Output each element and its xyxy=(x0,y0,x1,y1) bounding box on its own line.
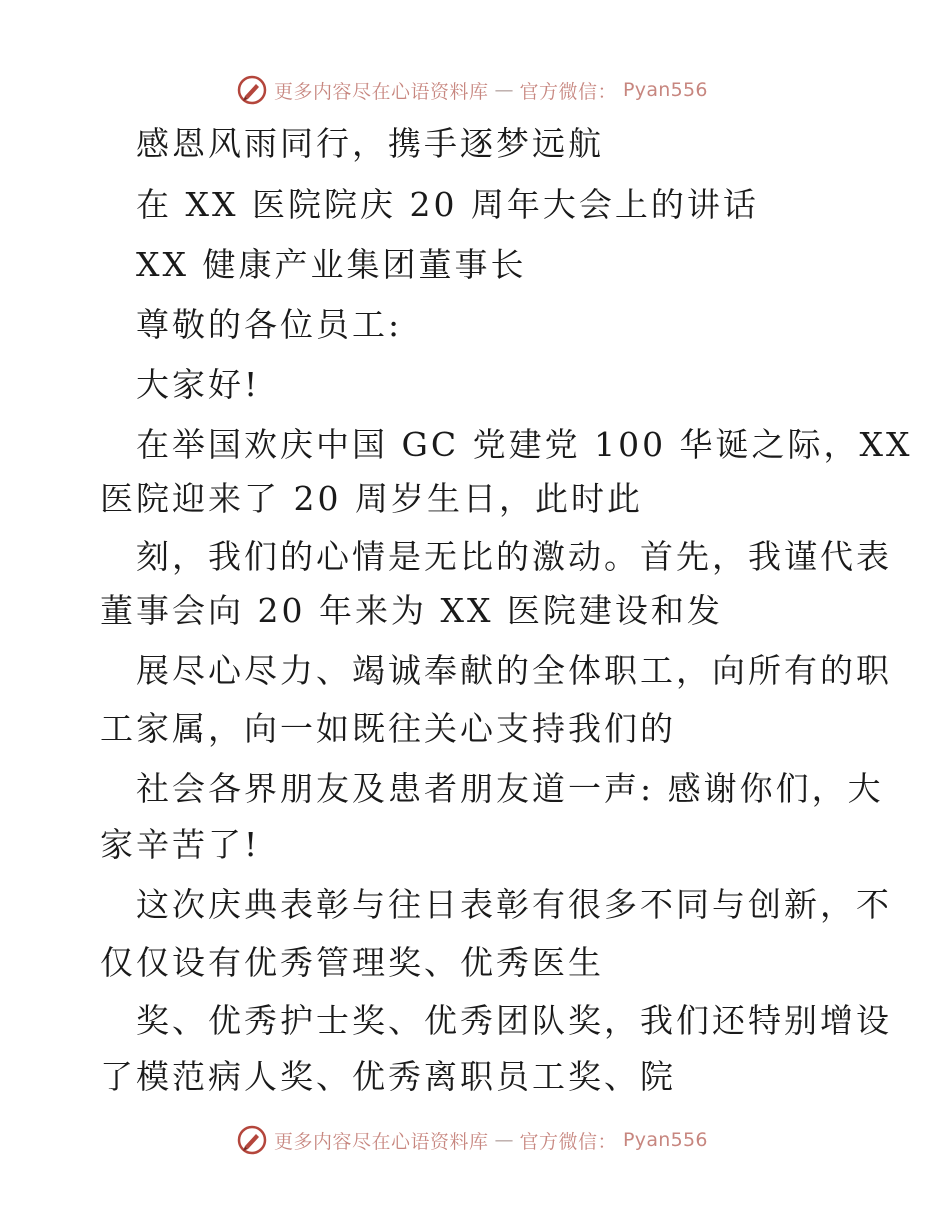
paragraph-line: 奖、优秀护士奖、优秀团队奖，我们还特别增设 xyxy=(136,1001,892,1040)
paragraph-line: 这次庆典表彰与往日表彰有很多不同与创新，不 xyxy=(136,885,892,924)
paragraph-line: 工家属，向一如既往关心支持我们的 xyxy=(100,709,676,748)
paragraph-line: 了模范病人奖、优秀离职员工奖、院 xyxy=(100,1057,676,1096)
paragraph-line: 刻，我们的心情是无比的激动。首先，我谨代表 xyxy=(136,537,892,576)
paragraph-line: 社会各界朋友及患者朋友道一声: 感谢你们，大 xyxy=(136,769,884,808)
pen-logo-icon xyxy=(236,1124,268,1156)
watermark-text: 更多内容尽在心语资料库 xyxy=(274,1130,489,1153)
watermark-wechat-label: 官方微信： xyxy=(519,1130,618,1153)
speech-subtitle: 在 XX 医院院庆 20 周年大会上的讲话 xyxy=(136,185,759,224)
watermark-wechat-label: 官方微信： xyxy=(519,80,618,103)
watermark-separator: — xyxy=(494,1129,514,1151)
speaker-title: XX 健康产业集团董事长 xyxy=(136,245,527,284)
salutation: 尊敬的各位员工: xyxy=(136,305,403,344)
watermark-header xyxy=(236,73,708,107)
watermark-separator: — xyxy=(494,79,514,101)
paragraph-line: 医院迎来了 20 周岁生日，此时此 xyxy=(100,479,643,518)
paragraph-line: 展尽心尽力、竭诚奉献的全体职工，向所有的职 xyxy=(136,651,892,690)
pen-logo-icon xyxy=(236,74,268,106)
paragraph-line: 董事会向 20 年来为 XX 医院建设和发 xyxy=(100,591,723,630)
watermark-text: 更多内容尽在心语资料库 xyxy=(274,80,489,103)
watermark-wechat-id: Pyan556 xyxy=(623,1129,708,1151)
speech-title: 感恩风雨同行，携手逐梦远航 xyxy=(136,124,604,163)
greeting: 大家好! xyxy=(136,365,261,404)
paragraph-line: 在举国欢庆中国 GC 党建党 100 华诞之际，XX xyxy=(136,425,913,464)
watermark-footer xyxy=(236,1123,708,1157)
paragraph-line: 家辛苦了! xyxy=(100,825,261,864)
paragraph-line: 仅仅设有优秀管理奖、优秀医生 xyxy=(100,943,604,982)
watermark-wechat-id: Pyan556 xyxy=(623,79,708,101)
